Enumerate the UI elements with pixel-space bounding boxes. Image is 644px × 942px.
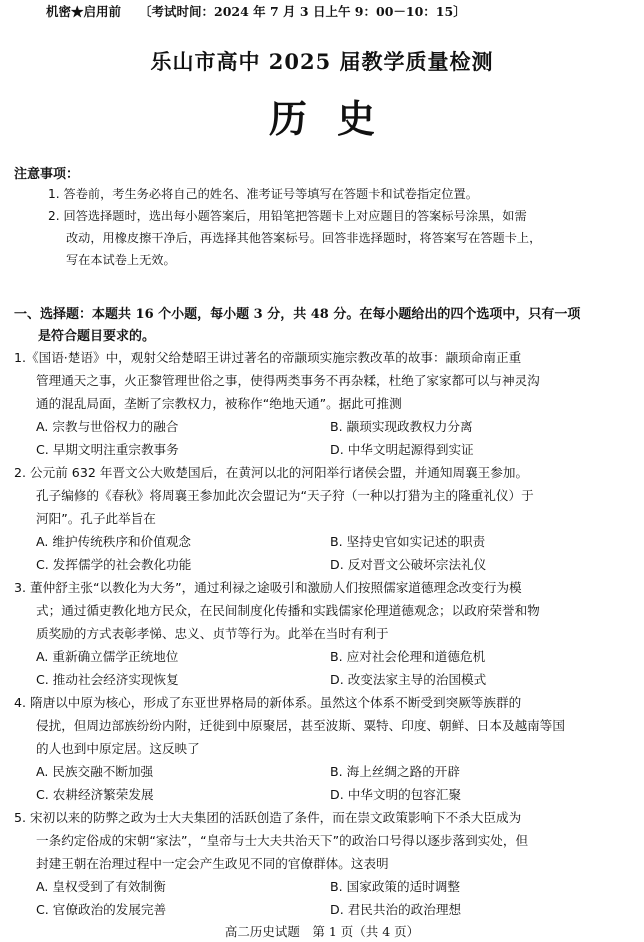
question-2-stem: 2. 公元前 632 年晋文公大败楚国后，在黄河以北的河阳举行诸侯会盟，并通知周襄王参加。 [14,465,529,480]
question-4-stem: 4. 隋唐以中原为核心，形成了东亚世界格局的新体系。虽然这个体系不断受到突厥等族群的 [14,695,522,710]
question-5-stem: 一条约定俗成的宋朝“家法”，“皇帝与士大夫共治天下”的政治口号得以逐步落到实处，但 [36,833,529,848]
question-1-option-d: D. 中华文明起源得到实证 [330,442,474,457]
question-2-stem: 河阳”。孔子此举旨在 [36,511,156,526]
question-5-stem: 封建王朝在治理过程中一定会产生政见不同的官僚群体。这表明 [36,856,389,871]
question-1-option-c: C. 早期文明注重宗教事务 [36,442,179,457]
question-1-option-a: A. 宗教与世俗权力的融合 [36,419,179,434]
confidential-label: 机密★启用前 [46,4,122,19]
question-4-option-b: B. 海上丝绸之路的开辟 [330,764,460,779]
question-4-option-a: A. 民族交融不断加强 [36,764,154,779]
notice-line: 2. 回答选择题时，选出每小题答案后，用铅笔把答题卡上对应题目的答案标号涂黑，如需 [48,209,527,223]
question-2-option-c: C. 发挥儒学的社会教化功能 [36,557,192,572]
question-1-option-b: B. 颛顼实现政教权力分离 [330,419,473,434]
exam-time: 〔考试时间：2024 年 7 月 3 日上午 9：00－10：15〕 [139,4,466,19]
question-1-stem: 通的混乱局面，垄断了宗教权力，被称作“绝地天通”。据此可推测 [36,396,402,411]
subject-title: 历史 [268,96,405,141]
exam-title: 乐山市高中 2025 届教学质量检测 [150,49,494,74]
question-5-option-d: D. 君民共治的政治理想 [330,902,462,917]
question-3-stem: 质奖励的方式表彰孝悌、忠义、贞节等行为。此举在当时有利于 [36,626,389,641]
notice-line: 写在本试卷上无效。 [66,253,176,267]
question-5-option-a: A. 皇权受到了有效制衡 [36,879,166,894]
header-row [46,2,466,20]
notice-heading: 注意事项： [14,167,80,182]
question-3-option-b: B. 应对社会伦理和道德危机 [330,649,486,664]
question-4-option-d: D. 中华文明的包容汇聚 [330,787,462,802]
question-5-stem: 5. 宋初以来的防弊之政为士大夫集团的活跃创造了条件，而在崇文政策影响下不杀大臣成为 [14,810,522,825]
question-5-option-c: C. 官僚政治的发展完善 [36,902,167,917]
section-heading-cont: 是符合题目要求的。 [38,329,156,344]
question-2-option-b: B. 坚持史官如实记述的职责 [330,534,486,549]
question-2-option-a: A. 维护传统秩序和价值观念 [36,534,191,549]
question-2-option-d: D. 反对晋文公破坏宗法礼仪 [330,557,487,572]
question-1-stem: 1.《国语·楚语》中，观射父给楚昭王讲过著名的帝颛顼实施宗教改革的故事：颛顼命南正重 [14,350,522,365]
question-4-stem: 侵扰，但周边部族纷纷内附，迁徙到中原聚居，甚至波斯、粟特、印度、朝鲜、日本及越南等国 [36,718,565,733]
question-3-stem: 3. 董仲舒主张“以教化为大务”，通过利禄之途吸引和激励人们按照儒家道德理念改变行为模 [14,580,522,595]
notice-line: 1. 答卷前，考生务必将自己的姓名、准考证号等填写在答题卡和试卷指定位置。 [48,187,478,201]
question-3-option-d: D. 改变法家主导的治国模式 [330,672,487,687]
question-5-option-b: B. 国家政策的适时调整 [330,879,460,894]
question-3-option-a: A. 重新确立儒学正统地位 [36,649,179,664]
question-2-stem: 孔子编修的《春秋》将周襄王参加此次会盟记为“天子狩（一种以打猎为主的隆重礼仪）于 [36,488,534,503]
page-footer: 高二历史试题 第 1 页（共 4 页） [224,924,420,939]
section-heading: 一、选择题：本题共 16 个小题，每小题 3 分，共 48 分。在每小题给出的四个选项中，只有一项 [14,307,581,322]
question-3-stem: 式；通过循吏教化地方民众，在民间制度化传播和实践儒家伦理道德观念；以政府荣誉和物 [36,603,540,618]
question-3-option-c: C. 推动社会经济实现恢复 [36,672,179,687]
question-4-option-c: C. 农耕经济繁荣发展 [36,787,154,802]
notice-line: 改动，用橡皮擦干净后，再选择其他答案标号。回答非选择题时，将答案写在答题卡上， [66,231,542,245]
question-1-stem: 管理通天之事，火正黎管理世俗之事，使得两类事务不再杂糅，杜绝了家家都可以与神灵沟 [36,373,540,388]
question-4-stem: 的人也到中原定居。这反映了 [36,741,200,756]
